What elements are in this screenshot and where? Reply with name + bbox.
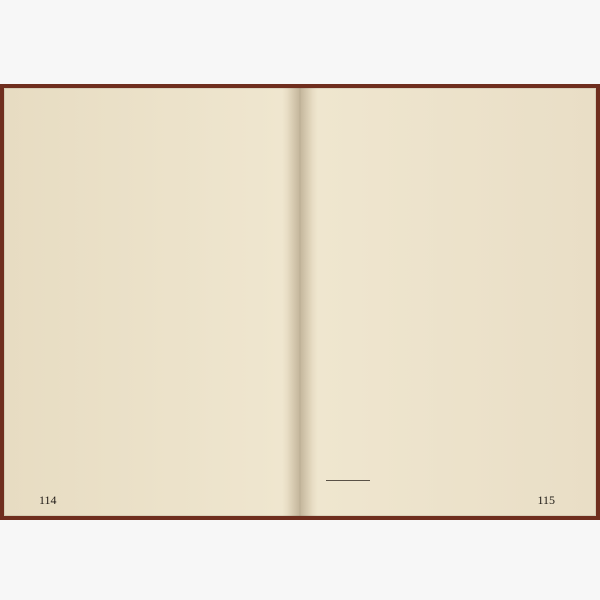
open-book-pages	[4, 88, 596, 516]
right-page-text-block	[300, 88, 596, 516]
right-page-paragraph-4	[300, 410, 596, 434]
right-page-paragraph-3	[300, 260, 596, 310]
right-page-paragraph-2	[300, 208, 596, 258]
right-page-paragraph-5	[300, 436, 596, 472]
left-page-text-block	[4, 88, 300, 516]
page-number-left: 114	[39, 493, 57, 507]
left-page	[4, 88, 300, 516]
book-spread-photo	[0, 84, 600, 520]
right-page-quoted-verse	[300, 312, 596, 408]
footnote-rule	[326, 480, 370, 481]
left-page-paragraph-1	[4, 132, 300, 306]
right-page-paragraph-1	[300, 132, 596, 206]
left-page-paragraph-2	[4, 308, 300, 444]
right-page	[300, 88, 596, 516]
page-number-right: 115	[537, 493, 555, 507]
left-page-paragraph-3	[4, 446, 300, 486]
footnote-text	[326, 485, 564, 505]
